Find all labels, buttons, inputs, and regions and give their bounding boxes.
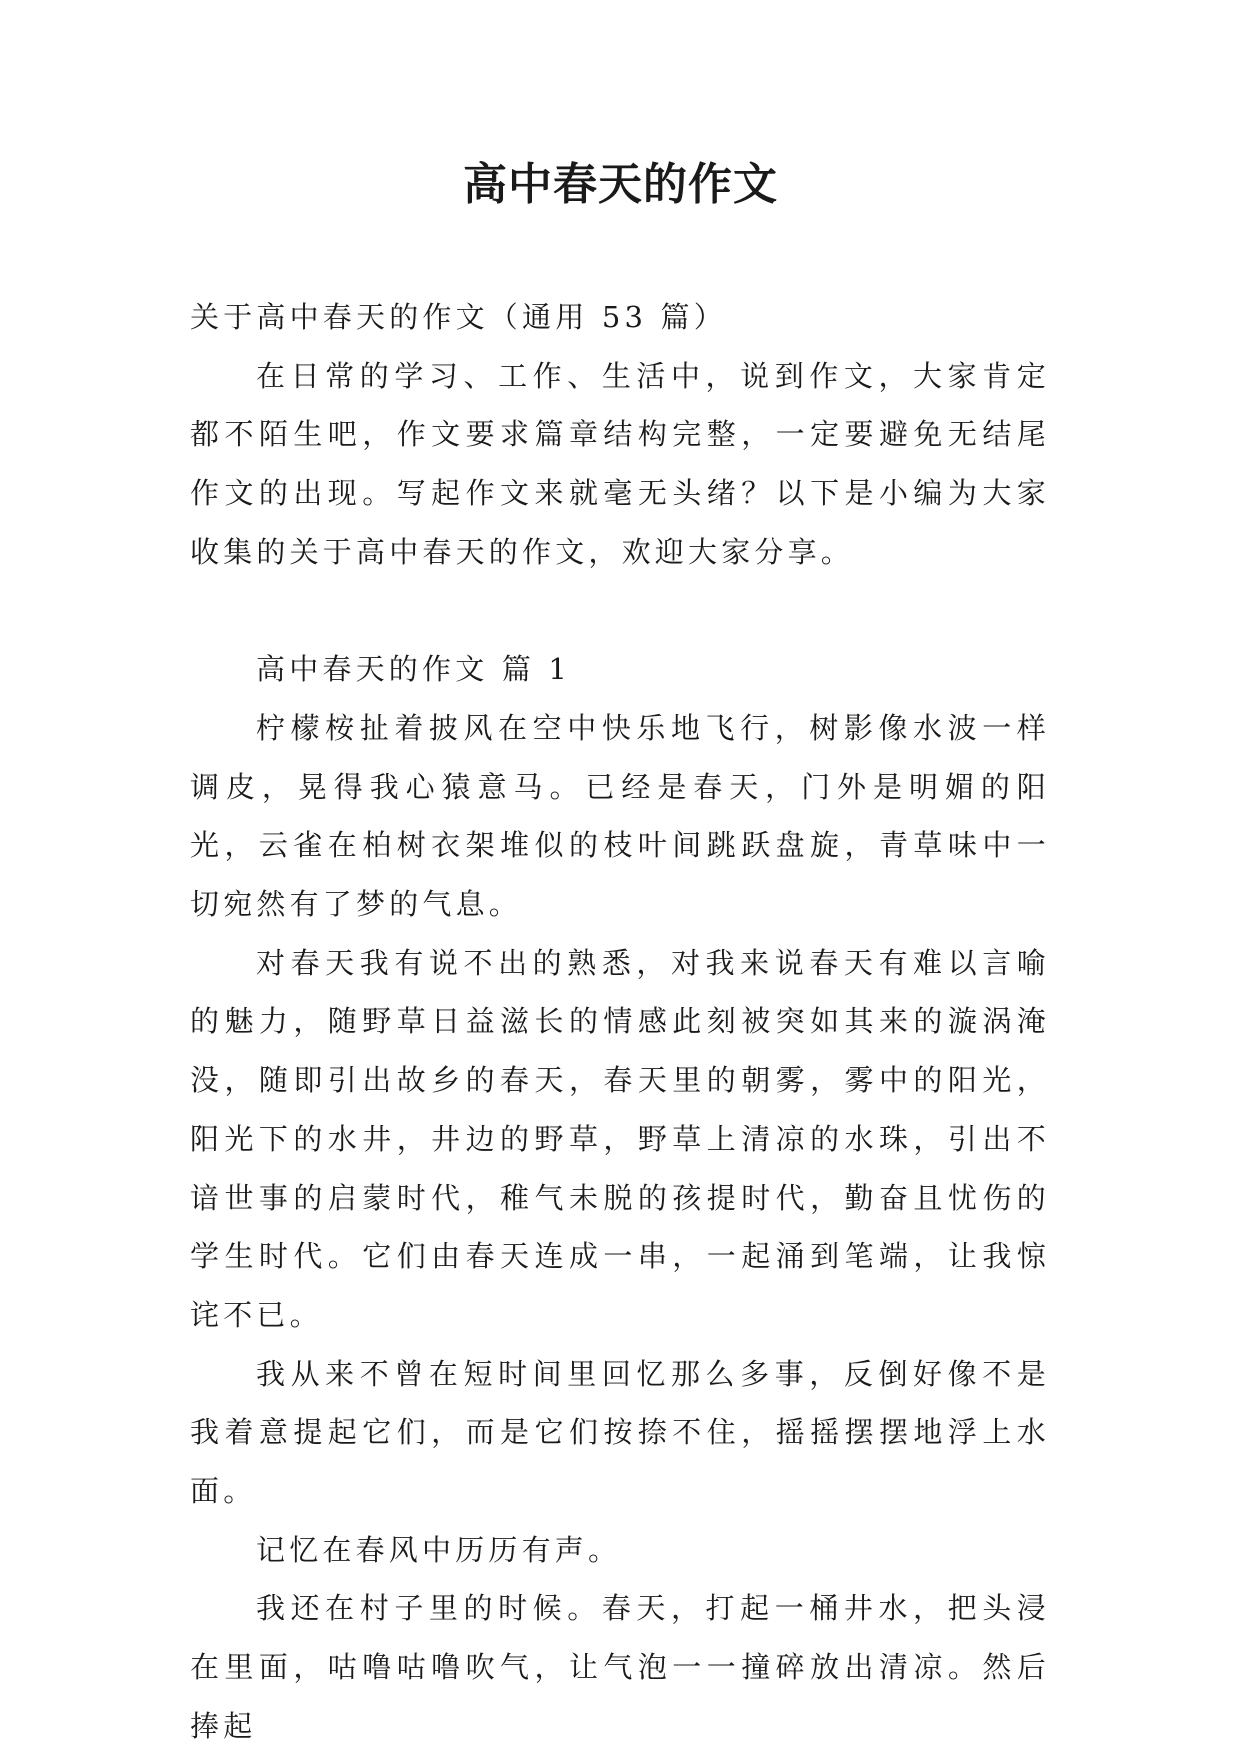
document-subtitle: 关于高中春天的作文（通用 53 篇） [190,300,727,334]
document-title: 高中春天的作文 [463,159,778,210]
body-paragraph: 我还在村子里的时候。春天，打起一桶井水，把头浸在里面，咕噜咕噜吹气，让气泡一一撞碎放出清凉。然后捧起 [190,1591,1050,1743]
section-heading: 高中春天的作文 篇 1 [256,652,572,687]
body-paragraph: 柠檬桉扯着披风在空中快乐地飞行，树影像水波一样调皮，晃得我心猿意马。已经是春天，门外是明媚的阳光，云雀在柏树衣架堆似的枝叶间跳跃盘旋，青草味中一切宛然有了梦的气息。 [190,710,1050,922]
body-paragraph: 我从来不曾在短时间里回忆那么多事，反倒好像不是我着意提起它们，而是它们按捺不住，摇摇摆摆地浮上水面。 [190,1356,1050,1509]
paragraph-spacer [190,582,1050,641]
document-body [190,288,1050,1756]
intro-paragraph: 在日常的学习、工作、生活中，说到作文，大家肯定都不陌生吧，作文要求篇章结构完整，一定要避免无结尾作文的出现。写起作文来就毫无头绪？以下是小编为大家收集的关于高中春天的作文，欢迎大家分享。 [190,358,1050,569]
body-paragraph: 记忆在春风中历历有声。 [256,1532,622,1567]
body-paragraph: 对春天我有说不出的熟悉，对我来说春天有难以言喻的魅力，随野草日益滋长的情感此刻被突如其来的漩涡淹没，随即引出故乡的春天，春天里的朝雾，雾中的阳光，阳光下的水井，井边的野草，野草上清凉的水珠，引出不谙世事的启蒙时代，稚气未脱的孩提时代，勤奋且忧伤的学生时代。它们由春天连成一串，一起涌到笔端，让我惊诧不已。 [190,945,1050,1332]
